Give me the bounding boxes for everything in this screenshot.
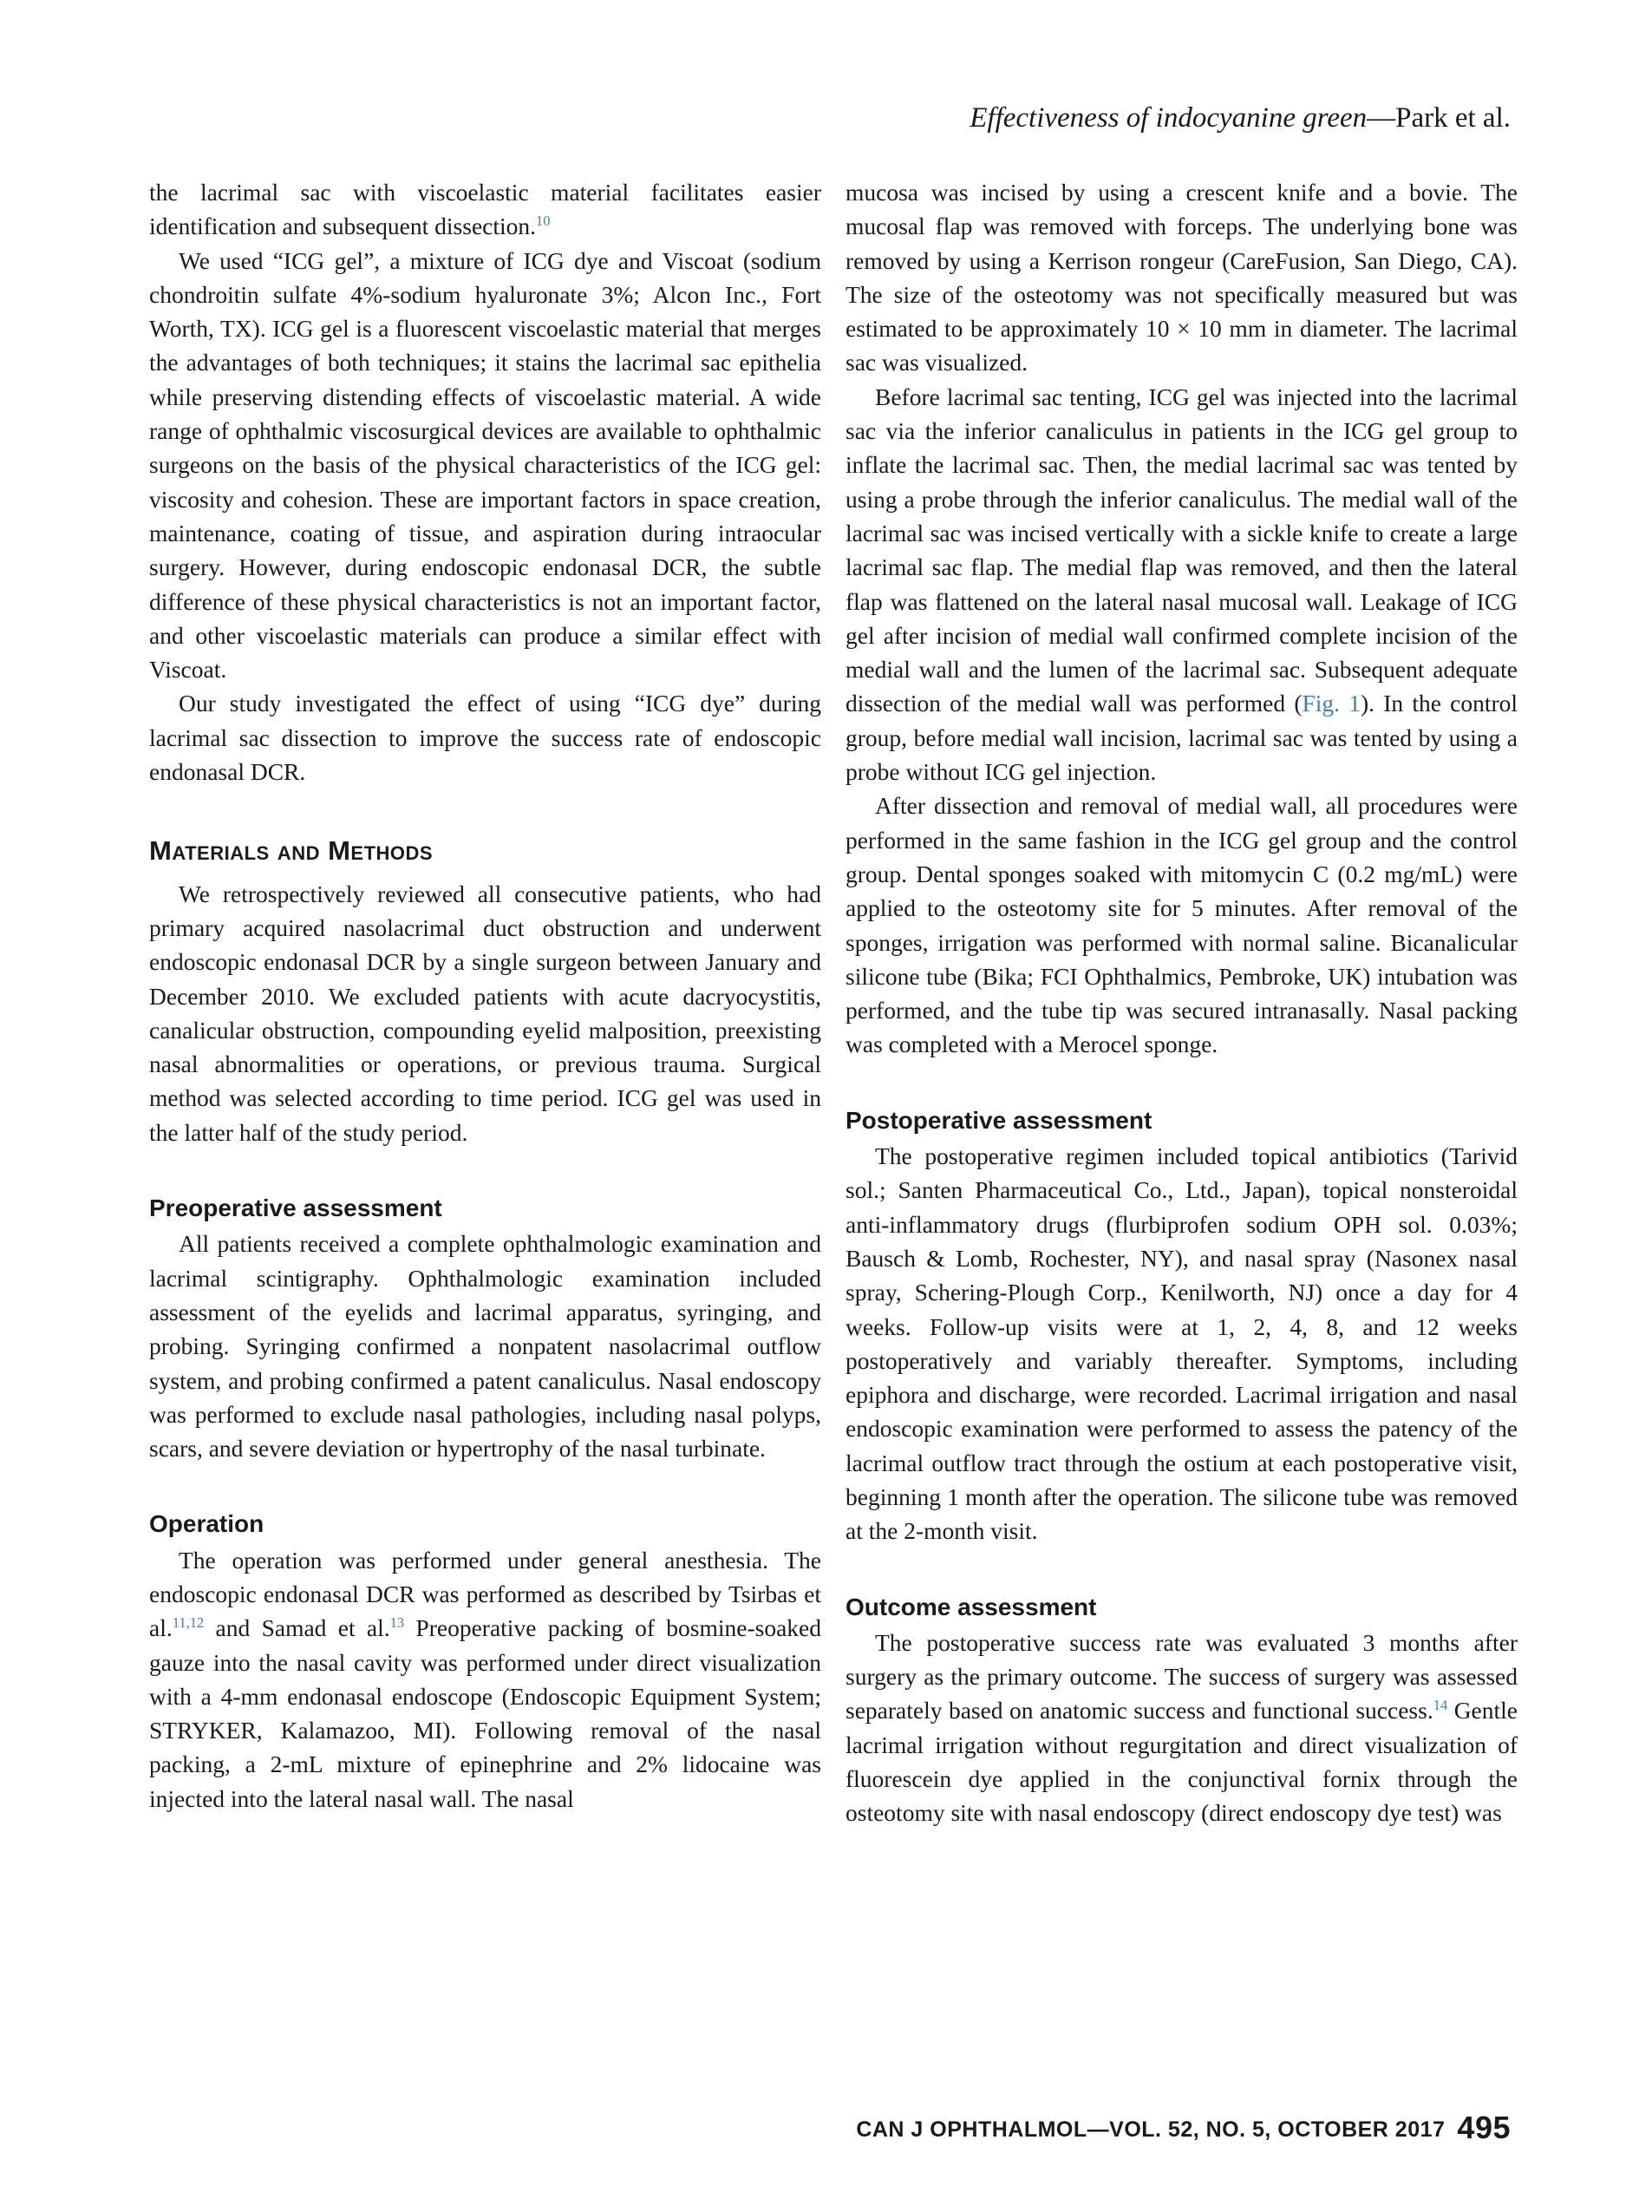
paragraph: All patients received a complete ophthalmologic examination and lacrimal scintigraphy. Ophthalmologic examination included assessment of the eyelids and lacrimal apparatus, syringing, and probing. Syringing confirmed a nonpatent nasolacrimal outflow system, and probing confirmed a patent canaliculus. Nasal endoscopy was performed to exclude nasal pathologies, including nasal polyps, scars, and severe deviation or hypertrophy of the nasal turbinate. xyxy=(149,1230,821,1463)
subsection-heading-operation: Operation xyxy=(149,1510,264,1538)
paragraph-text: Gentle lacrimal irrigation without regurgitation and direct visualization of fluorescein dye applied in the conjunctival fornix through the osteotomy site with nasal endoscopy (direct endoscopy dye test) was xyxy=(846,1697,1518,1827)
reference-citation[interactable]: 14 xyxy=(1433,1697,1448,1714)
paragraph-text: ). In the control group, before medial wall incision, lacrimal sac was tented by using a probe without ICG gel injection. xyxy=(846,690,1518,786)
paragraph xyxy=(149,1543,821,1816)
paragraph-text: the lacrimal sac with viscoelastic material facilitates easier identification and subsequent dissection. xyxy=(149,179,821,240)
paragraph: After dissection and removal of medial wall, all procedures were performed in the same fashion in the ICG gel group and the control group. Dental sponges soaked with mitomycin C (0.2 mg/mL) were applied to the osteotomy site for 5 minutes. After removal of the sponges, irrigation was performed with normal saline. Bicanalicular silicone tube (Bika; FCI Ophthalmics, Pembroke, UK) intubation was performed, and the tube tip was secured intranasally. Nasal packing was completed with a Merocel sponge. xyxy=(846,792,1518,1058)
journal-citation: CAN J OPHTHALMOL—VOL. 52, NO. 5, OCTOBER 2017 xyxy=(856,2117,1446,2142)
right-column xyxy=(846,175,1518,1830)
running-head xyxy=(970,102,1511,134)
paragraph-text: Before lacrimal sac tenting, ICG gel was injected into the lacrimal sac via the inferior canaliculus in patients in the ICG gel group to inflate the lacrimal sac. Then, the medial lacrimal sac was tented by using a probe through the inferior canaliculus. The medial wall of the lacrimal sac was incised vertically with a sickle knife to create a large lacrimal sac flap. The medial flap was removed, and then the lateral flap was flattened on the lateral nasal mucosal wall. Leakage of ICG gel after incision of medial wall confirmed complete incision of the medial wall and the lumen of the lacrimal sac. Subsequent adequate dissection of the medial wall was performed ( xyxy=(846,383,1518,717)
paragraph xyxy=(846,1626,1518,1830)
paragraph: We retrospectively reviewed all consecutive patients, who had primary acquired nasolacrimal duct obstruction and underwent endoscopic endonasal DCR by a single surgeon between January and December 2010. We excluded patients with acute dacryocystitis, canalicular obstruction, compounding eyelid malposition, preexisting nasal abnormalities or operations, or previous trauma. Surgical method was selected according to time period. ICG gel was used in the latter half of the study period. xyxy=(149,880,821,1146)
paragraph-text: Preoperative packing of bosmine-soaked gauze into the nasal cavity was performed under direct visualization with a 4-mm endonasal endoscope (Endoscopic Equipment System; STRYKER, Kalamazoo, MI). Following removal of the nasal packing, a 2-mL mixture of epinephrine and 2% lidocaine was injected into the lateral nasal wall. The nasal xyxy=(149,1614,822,1812)
figure-link[interactable]: Fig. 1 xyxy=(1302,690,1361,717)
reference-citation[interactable]: 11,12 xyxy=(172,1614,205,1632)
paragraph: The postoperative regimen included topical antibiotics (Tarivid sol.; Santen Pharmaceutical Co., Ltd., Japan), topical nonsteroidal anti-inflammatory drugs (flurbiprofen sodium OPH sol. 0.03%; Bausch & Lomb, Rochester, NY), and nasal spray (Nasonex nasal spray, Schering-Plough Corp., Kenilworth, NJ) once a day for 4 weeks. Follow-up visits were at 1, 2, 4, 8, and 12 weeks postoperatively and variably thereafter. Symptoms, including epiphora and discharge, were recorded. Lacrimal irrigation and nasal endoscopic examination were performed to assess the patency of the lacrimal outflow tract through the ostium at each postoperative visit, beginning 1 month after the operation. The silicone tube was removed at the 2-month visit. xyxy=(846,1142,1518,1545)
paragraph-text: The postoperative success rate was evaluated 3 months after surgery as the primary outcome. The success of surgery was assessed separately based on anatomic success and functional success. xyxy=(846,1628,1518,1724)
page-footer xyxy=(856,2110,1511,2146)
subsection-heading-outcome: Outcome assessment xyxy=(846,1593,1097,1620)
paragraph-text: and Samad et al. xyxy=(204,1614,390,1642)
left-column xyxy=(149,175,821,1816)
section-heading-materials-methods: Materials and Methods xyxy=(149,835,434,867)
paragraph: We used “ICG gel”, a mixture of ICG dye and Viscoat (sodium chondroitin sulfate 4%-sodium hyaluronate 3%; Alcon Inc., Fort Worth, TX). ICG gel is a fluorescent viscoelastic material that merges the advantages of both techniques; it stains the lacrimal sac epithelia while preserving distending effects of viscoelastic material. A wide range of ophthalmic viscosurgical devices are available to ophthalmic surgeons on the basis of the physical characteristics of the ICG gel: viscosity and cohesion. These are important factors in space creation, maintenance, coating of tissue, and aspiration during intraocular surgery. However, during endoscopic endonasal DCR, the subtle difference of these physical characteristics is not an important factor, and other viscoelastic materials can produce a similar effect with Viscoat. xyxy=(149,246,821,684)
page-number: 495 xyxy=(1457,2110,1511,2145)
running-head-title: Effectiveness of indocyanine green xyxy=(970,102,1368,134)
paragraph: mucosa was incised by using a crescent knife and a bovie. The mucosal flap was removed with forceps. The underlying bone was removed by using a Kerrison rongeur (CareFusion, San Diego, CA). The size of the osteotomy was not specifically measured but was estimated to be approximately 10 × 10 mm in diameter. The lacrimal sac was visualized. xyxy=(846,179,1518,376)
paragraph xyxy=(846,380,1518,789)
paragraph-text: The operation was performed under general anesthesia. The endoscopic endonasal DCR was performed as described by Tsirbas et al. xyxy=(149,1546,821,1642)
reference-citation[interactable]: 10 xyxy=(536,213,551,230)
running-head-author: —Park et al. xyxy=(1367,102,1511,134)
reference-citation[interactable]: 13 xyxy=(389,1614,405,1632)
subsection-heading-preoperative: Preoperative assessment xyxy=(149,1194,442,1222)
subsection-heading-postoperative: Postoperative assessment xyxy=(846,1106,1152,1134)
paragraph xyxy=(149,175,821,244)
paragraph: Our study investigated the effect of using “ICG dye” during lacrimal sac dissection to improve the success rate of endoscopic endonasal DCR. xyxy=(149,690,821,786)
